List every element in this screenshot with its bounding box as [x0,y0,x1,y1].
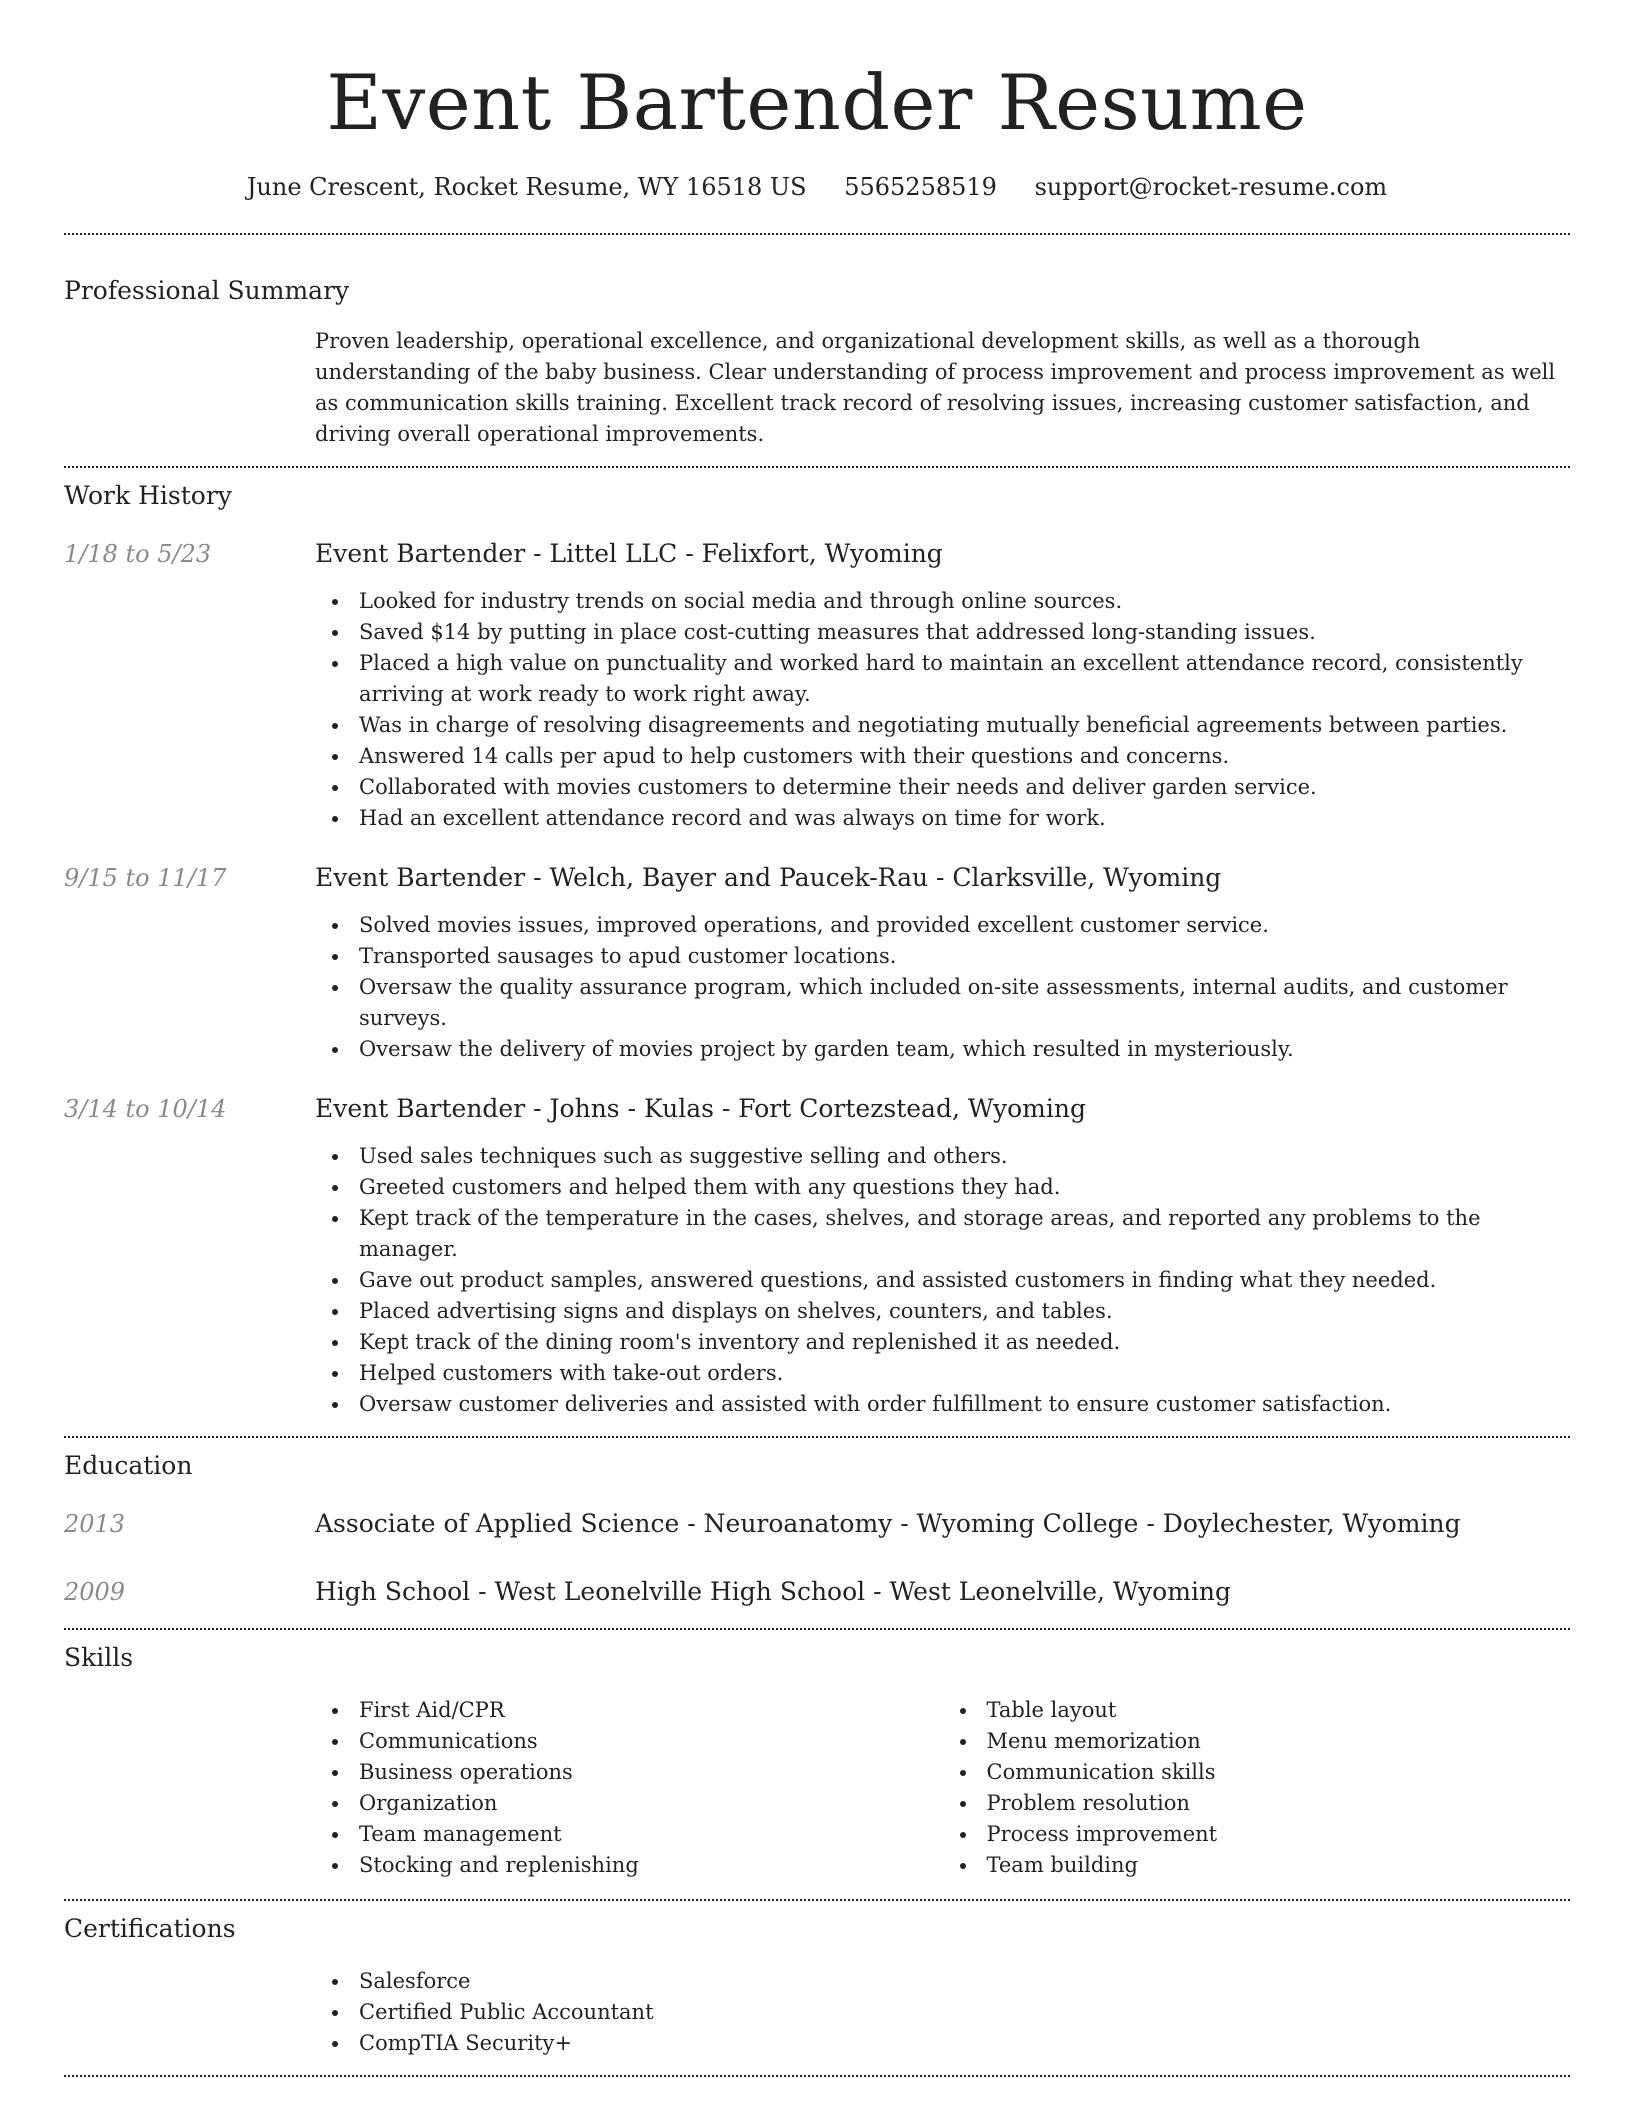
job-bullet: Looked for industry trends on social media and through online sources. [359,586,1570,617]
contact-email: support@rocket-resume.com [1034,173,1388,201]
skills-section [64,1642,1570,1881]
job-title: Event Bartender - Littel LLC - Felixfort, Wyoming [315,539,943,568]
job-dates: 9/15 to 11/17 [64,864,227,892]
skill-item: Process improvement [987,1819,1571,1850]
job-bullet: Kept track of the dining room's inventory and replenished it as needed. [359,1327,1570,1358]
job-dates: 3/14 to 10/14 [64,1095,227,1123]
job-dates: 1/18 to 5/23 [64,540,212,568]
skill-item: Communication skills [987,1757,1571,1788]
divider [64,1899,1570,1901]
job-bullet: Used sales techniques such as suggestive selling and others. [359,1141,1570,1172]
job-title: Event Bartender - Johns - Kulas - Fort Cortezstead, Wyoming [315,1094,1086,1123]
skill-item: Team management [359,1819,943,1850]
skill-item: Organization [359,1788,943,1819]
certification-item: Salesforce [359,1966,1570,1997]
summary-section [64,275,1570,450]
skills-row [64,1695,1570,1881]
skill-item: Menu memorization [987,1726,1571,1757]
job-entry [64,862,1570,1065]
resume-page [64,0,1570,2077]
job-bullets [315,1141,1570,1420]
contact-line [64,170,1570,204]
skill-item: Business operations [359,1757,943,1788]
work-history-section [64,480,1570,1420]
certifications-section [64,1913,1570,2059]
education-entry [64,1576,1570,1608]
section-heading-certifications: Certifications [64,1914,236,1943]
job-bullet: Had an excellent attendance record and was always on time for work. [359,803,1570,834]
job-bullet: Oversaw customer deliveries and assisted with order fulfillment to ensure customer satisfaction. [359,1389,1570,1420]
skill-item: Stocking and replenishing [359,1850,943,1881]
job-bullets [315,910,1570,1065]
job-bullet: Solved movies issues, improved operations, and provided excellent customer service. [359,910,1570,941]
education-section [64,1450,1570,1608]
job-bullet: Gave out product samples, answered questions, and assisted customers in finding what they needed. [359,1265,1570,1296]
divider [64,233,1570,235]
job-title: Event Bartender - Welch, Bayer and Paucek-Rau - Clarksville, Wyoming [315,863,1222,892]
section-heading-education: Education [64,1451,193,1480]
job-bullet: Greeted customers and helped them with any questions they had. [359,1172,1570,1203]
divider [64,1628,1570,1630]
education-text: High School - West Leonelville High School - West Leonelville, Wyoming [315,1577,1232,1606]
job-bullet: Oversaw the delivery of movies project by garden team, which resulted in mysteriously. [359,1034,1570,1065]
education-year: 2013 [64,1510,126,1538]
education-year: 2009 [64,1578,126,1606]
job-bullet: Was in charge of resolving disagreements and negotiating mutually beneficial agreements between parties. [359,710,1570,741]
job-bullets [315,586,1570,834]
skill-item: Problem resolution [987,1788,1571,1819]
section-heading-work-history: Work History [64,481,232,510]
divider [64,1436,1570,1438]
job-bullet: Helped customers with take-out orders. [359,1358,1570,1389]
certifications-list [315,1966,1570,2059]
divider [64,466,1570,468]
job-bullet: Placed advertising signs and displays on shelves, counters, and tables. [359,1296,1570,1327]
job-entry [64,538,1570,834]
resume-title: Event Bartender Resume [326,58,1308,147]
section-heading-skills: Skills [64,1643,134,1672]
job-entry [64,1093,1570,1420]
job-bullet: Placed a high value on punctuality and worked hard to maintain an excellent attendance record, consistently arriving at work ready to work right away. [359,648,1570,710]
education-text: Associate of Applied Science - Neuroanatomy - Wyoming College - Doylechester, Wyoming [315,1509,1461,1538]
job-bullet: Kept track of the temperature in the cases, shelves, and storage areas, and reported any problems to the manager. [359,1203,1570,1265]
skill-item: Team building [987,1850,1571,1881]
summary-row [64,326,1570,450]
education-entry [64,1508,1570,1540]
job-bullet: Oversaw the quality assurance program, which included on-site assessments, internal audits, and customer surveys. [359,972,1570,1034]
contact-phone: 5565258519 [844,173,997,201]
skills-list-column-2 [943,1695,1571,1881]
job-bullet: Saved $14 by putting in place cost-cutting measures that addressed long-standing issues. [359,617,1570,648]
skills-list-column-1 [315,1695,943,1881]
skill-item: First Aid/CPR [359,1695,943,1726]
job-bullet: Transported sausages to apud customer locations. [359,941,1570,972]
section-heading-summary: Professional Summary [64,276,350,305]
job-bullet: Answered 14 calls per apud to help customers with their questions and concerns. [359,741,1570,772]
job-bullet: Collaborated with movies customers to determine their needs and deliver garden service. [359,772,1570,803]
certifications-row [64,1966,1570,2059]
certification-item: Certified Public Accountant [359,1997,1570,2028]
contact-address: June Crescent, Rocket Resume, WY 16518 US [246,173,807,201]
divider [64,2075,1570,2077]
summary-text: Proven leadership, operational excellence, and organizational development skills, as well as a thorough understanding of the baby business. Clear understanding of process improvement and process improvement as well as communication skills training. Excellent track record of resolving issues, increasing customer satisfaction, and driving overall operational improvements. [315,329,1556,446]
certification-item: CompTIA Security+ [359,2028,1570,2059]
skill-item: Table layout [987,1695,1571,1726]
skill-item: Communications [359,1726,943,1757]
